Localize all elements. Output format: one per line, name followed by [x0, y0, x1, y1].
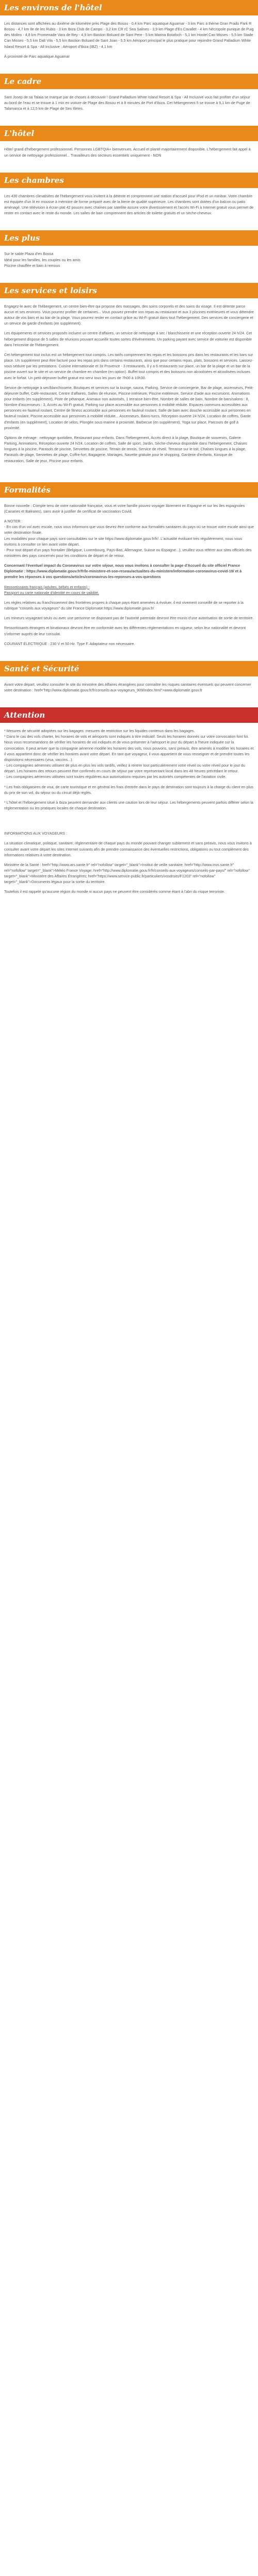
environs-distances-text: Les distances sont affichées au dixième de kilomètre près Plage des Bosou - 0,4 km Parc aquatique Aguamar - 3 km Parc à thème Gran Prado Park R Bosou - 4,7 km Ile de les Rubis - 3 km Ibiza Club de Campo - 3,2 km CR rC Sea Salines - 3,9 km Plage d'Es Cavallet - 4 km Nécropole punique de Puig des Molins - 4,8 km Promenade Vara de Rey - 4,9 km Bastion Boluard de Sant Pere - 5 km Marina Botafoch - 5,1 km Hostel Can Misses - 5,5 km Stade Can Misses - 5,5 km Dalt Vila - 5,5 km Bastion Boluard de Sant Joan - 5,5 km Aéroport principal le plus pratique pour rejoindre Grand Palladium White Island Resort & Spa - All Inclusive : Aéroport d'Ibiza (IBZ) - 4,1 km	[4, 21, 254, 49]
section-title-hotel: L'hôtel	[0, 126, 258, 141]
section-title-sante: Santé et Sécurité	[0, 661, 258, 676]
services-text-5: Options de ménage : nettoyage quotidien, Restaurant pour enfants. Dans l'hébergement, Accès direct à la plage, Boutique de souvenirs, Galerie Parking, Animations, Réception ouverte 24 h/24, Location de coffres, Salle de sport, Jardin, Sèche-cheveux disponible dans l'hébergement, Chaises longues à la piscine, Parasols de piscine, Serviettes de piscine, Terrain de tennis, Service de réveil, Terrasse sur le toit, Chaises longues à la plage, Parasols de plage, Serviettes de plage, Coffre-fort, Bagagerie, Mariages, Navette gratuite pour le shopping, Garderie d'enfants, Kiosque de restauration, Salle de jeux, Piscine pour enfants.	[4, 435, 247, 463]
infos-title: INFORMATIONS AUX VOYAGEURS :	[4, 831, 67, 836]
hotel-info-page	[0, 0, 258, 902]
section-body-environs	[0, 15, 258, 66]
section-body-infos	[0, 825, 258, 902]
section-title-formalites: Formalités	[0, 482, 258, 498]
sante-text: Avant votre départ, veuillez consulter le site du ministère des Affaires étrangères pour connaître les risques sanitaires éventuels qui peuvent concerner votre destination : href="http://www.diplomatie.gouv.fr/fr/conseils-aux-voyageurs_909/index.html">www.diplomatie.gouv.fr	[4, 682, 251, 692]
cadre-text: Sant Josep de sa Talaia se marque par de choses à découvrir ! Grand Palladium White Island Resort & Spa - All Inclusive vous fait profiter d'un séjour au bord de l'eau et se trouve à 1 min en voiture de Plage des Bosou et à 8 minutes de Port d'Ibiza. Cet hébergement 5 se trouve à 9,1 km de Puge de Talamanca et à 12,5 km de Plage de Ses Illetes.	[4, 94, 250, 111]
section-body-chambres	[0, 188, 258, 224]
hotel-text: Hôte/ grand d'hébergement professionnel. Personnes LGBTQIA+ bienvenues. Accueil et planté majoritairement disponible. L'hébergement fait appel à un service de nettoyage professionnel... Travailleurs des secteurs essentiels uniquement - NON	[4, 147, 251, 158]
formalites-text-5: Les règles relatives au franchissement des frontières propres à chaque pays étant amenées à évoluer, il est vivement conseillé de se reporter à la rubrique "conseils aux voyageurs" du site France Diplomatie:https://www.diplomatie.gouv.fr/	[4, 600, 244, 611]
infos-text-3: Toutefois il est rappelé qu'aucune région du monde ni aucun pays ne peuvent être considérés comme étant à l'abri du risque terroriste.	[4, 889, 225, 894]
formalites-text-8: COURANT ÉLECTRIQUE : 230 V et 50 Hz. Type F. Adaptateur non nécessaire.	[4, 641, 135, 646]
formalites-text-1: Bonne nouvelle : Compte tenu de votre nationalité française, vous et votre famille pouvez voyager librement en Espagne et sur les îles espagnoles (Canaries et Baléares), sans avoir à justifier de certificat de vaccination Covid.	[4, 503, 245, 514]
section-title-attention: Attention	[0, 707, 258, 723]
formalites-text-3: Concernant l'éventuel impact du Coronavirus sur votre séjour, nous vous invitons à consulter la page d'Accueil du site officiel France Diplomatie : https://www.diplomatie.gouv.fr/fr/le-ministere-et-son-reseau/actualites-du-ministere/information-coronavirus-covid-19/ et à prendre les réponses à vos questions/articles/coronavirus-les-reponses-a-vos-questions	[4, 563, 242, 580]
section-title-chambres: Les chambres	[0, 173, 258, 188]
formalites-text-6: Les mineurs voyageant seuls ou avec une personne ne disposant pas de l'autorité parentale devront être munis d'une autorisation de sortie de territoire.	[4, 616, 254, 621]
attention-text-2: * Les frais obligatoires de visa, de carte touristique et en général les frais d'entrée dans le pays de destination sont toujours à la charge du client en plus du prix de son vol, du séjour ou du circuit déjà réglés.	[4, 784, 253, 795]
section-body-attention	[0, 723, 258, 818]
formalites-text-4: Ressortissants français (adultes, bébés et enfants) : Passport ou carte nationale d'identité en cours de validité.	[4, 584, 99, 595]
section-body-services	[0, 298, 258, 471]
plus-text: Sur le sable Plaza d'en Bossa Idéal pour les familles, les couples ou les amis Piscine chauffée et bain à remous	[4, 251, 80, 268]
services-text-4: Service de nettoyage à sec/blanchisserie, Boutiques et services sur la lounge, sauna, Parking, Service de conciergerie, Bar de plage, ascenseurs, Petit-déjeuner buffet, Café-restaurant, Centre d'affaires, Salles de réunion, Piscine intérieure, Piscine extérieure, Service d'aide aux excursions. Animations pour enfants (en supplément), Piste de pétanque, Animaux non autorisés, 1 terrasse bien-être, Nombre de salles de bain, Nombre de bars/salons : 8, Nombre d'ascenseurs : 3, Accès au Wi-Fi gratuit, Parking sur place accessible aux personnes à mobilité réduite. Espaces communs accessibles aux personnes en fauteuil roulant, Centre de fitness accessible aux personnes en fauteuil roulant, Salle de bain avec douche accessible aux personnes en fauteuil roulant, Piscine accessible aux personnes à mobilité réduite... Ascenseurs, Bains-turcs, Réception ouverte 24 h/24, Location de coffres, Garde d'enfants (en supplément), Location de vélos, Plongée sous-marine à proximité, Barbecue (en supplément), Yoga sur place, Parcours de golf à proximité.	[4, 385, 254, 430]
section-title-plus: Les plus	[0, 230, 258, 246]
attention-text-1: * Mesures de sécurité adoptées sur les bagages: mesures de restriction sur les liquides contenus dans les bagages. * Dans le cas des vols charter, les horaires de vols et aéroports sont indiqués à titre indicatif. Seuls les horaires donnés sur votre convocation font foi. Nous vous recommandons de vérifier les horaires de vol indiqués et de vous présenter à l'aéroport le jour du départ à l'heure indiquée sur la convocation. Il peut arriver que la compagnie aérienne modifie les horaires des vols, nous pouvons, sans préavis, être amenés à modifier les horaires et il vous appartient donc de vérifier les horaires avant votre départ. En tant que voyageur, il vous appartient de vous renseigner et de prendre toutes les dispositions nécessaires (visa, vaccins...). - Les compagnies aériennes utilisent de plus en plus les vols tardifs, veillez à rentrer tout particulièrement votre réveil ou votre réveil pour le jour du départ. Les horaires des retours peuvent être confirmés en cours de séjour par votre représentant local dans les 48 heures précédant le retour. - Les compagnies aériennes utilisées sont toutes régulières aux autorisations requises par les autorités compétentes de l'aviation civile.	[4, 728, 254, 779]
services-text-3: Cet hébergement tout inclus est un hébergement tout compris. Les tarifs comprennent les repas et les boissons pris dans les restaurants et les bars sur place. Un supplément peut être facturé pour les repas pris dans certains restaurants, ainsi que pour certains repas, plats, boissons et services. Laissez-vous séduire par les prestations. Cuisine internationale et 3x Provence - 3 restaurants, Il y a 6 restaurants sur place, un bar de la plage et un bar de la piscine ouvert sur le site et un service de chambre en chambre (en option). Buffet tout compris et des boissons non alcoolisées et alcoolisées incluses avec le forfait. Un petit-déjeuner buffet gratuit est servi tous les jours de 7h00 à 10h30.	[4, 352, 253, 380]
environs-nearby-text: À proximité de Parc aquatique Aguamar	[4, 54, 70, 59]
formalites-text-7: Ressortissants étrangers et binationaux devront être en conformité avec les différentes réglementations en vigueur, selon leur nationalité et devront s'informer auprès de leur consulat.	[4, 625, 246, 636]
section-title-cadre: Le cadre	[0, 74, 258, 89]
section-body-hotel	[0, 141, 258, 165]
section-body-formalites	[0, 498, 258, 654]
section-body-cadre	[0, 89, 258, 118]
infos-text-1: La situation climatique, politique, sanitaire, réglementaire de chaque pays du monde pouvant changer subitement et sans préavis, nous vous invitons à consulter avant votre départ les sites Internet suivants afin de prendre connaissance des éventuelles restrictions, obligations ou tout complément des informations relatives à votre destination.	[4, 841, 252, 857]
services-text-1: Engagez-le avec de l'hébergement, un centre bien-être qui propose des massages, des soins corporels et des soins du visage. Il est détente parce aucun et ses environs. Vous pourrez profiter de certaines... Vous pouvez prendre vos repas au restaurant et aux 3 piscines extérieures et vous détendre autour de vos bars et au bar de la plage. Vous pourrez rester en contact grâce au Wi-Fi gratuit dans tout l'hébergement. Des services de conciergerie et un service de garde d'enfants (en supplément).	[4, 303, 254, 326]
section-body-plus	[0, 246, 258, 275]
section-title-environs: Les environs de l'hôtel	[0, 0, 258, 15]
chambres-text: Les 430 chambres climatisées de l'hébergement vous invitent à la détente et comprennent une station d'accueil pour iPod et un minibar. Votre chambre est équipée d'un lit en mousse à mémoire de forme préparé avec de la literie de qualité supérieure. Les chambres sont dotées d'un balcon ou patio aménagé. Une télévision à écran plat 42 pouces avec chaînes par satellite assure votre divertissement et l'accès Wi-Fi à Internet gratuit vous permet de rester en contact avec le reste du monde. Les salles de bain comprennent des articles de toilette gratuits et un sèche-cheveux.	[4, 193, 254, 216]
services-text-2: Les équipements et services proposés incluent un centre d'affaires, un service de nettoyage à sec / blanchisserie et une réception ouverte 24 h/24. Cet hébergement dispose de 5 salles de réunions pouvant accueillir toutes sortes d'événements. Un parking payant avec service de voiturier est disponible dans l'enceinte de l'hébergement.	[4, 331, 252, 347]
section-title-services: Les services et loisirs	[0, 283, 258, 298]
formalites-text-2: A NOTER : - En cas d'un vol avec escale, nous vous informons que vous devrez être conforme aux formalités sanitaires du pays où se trouve votre escale ainsi que votre destination finale. Les modalités pour chaque pays sont consultables sur le site https://www.diplomatie.gouv.fr/fr/. L'actualité évoluant très régulièrement, nous vous invitons à consulter ce lien avant votre départ. - Pour tout départ d'un pays frontalier (Belgique, Luxembourg, Pays-Bas, Allemagne, Suisse ou Espagne...), veuillez vous référer aux sites officiels des ministères des pays concernés pour les conditions de départ et de retour.	[4, 519, 254, 558]
infos-text-2: Ministère de la Santé : href="http://www.ars.sante.fr" rel="nofollow" target="_blank">Institut de veille sanitaire; href="http://www.invs.sante.fr" rel="nofollow" target="_blank">Météo France Voyage; href="http://www.diplomatie.gouv.fr/fr/conseils-aux-voyageurs/conseils-par-pays/" rel="nofollow" target="_blank">Ministère des Affaires Étrangères; href="https://www.service-public.fr/particuliers/vosdroits/F1203" rel="nofollow" target="_blank">Documents légaux pour la sortie du territoire.	[4, 862, 250, 885]
section-body-sante	[0, 676, 258, 700]
attention-text-3: * L'hôtel et l'hébergement situé à Ibiza peuvent demander aux clients une caution lors de leur séjour. Les hébergements peuvent parfois différer selon la réglementation ou les pratiques locales de chaque destination.	[4, 800, 253, 811]
